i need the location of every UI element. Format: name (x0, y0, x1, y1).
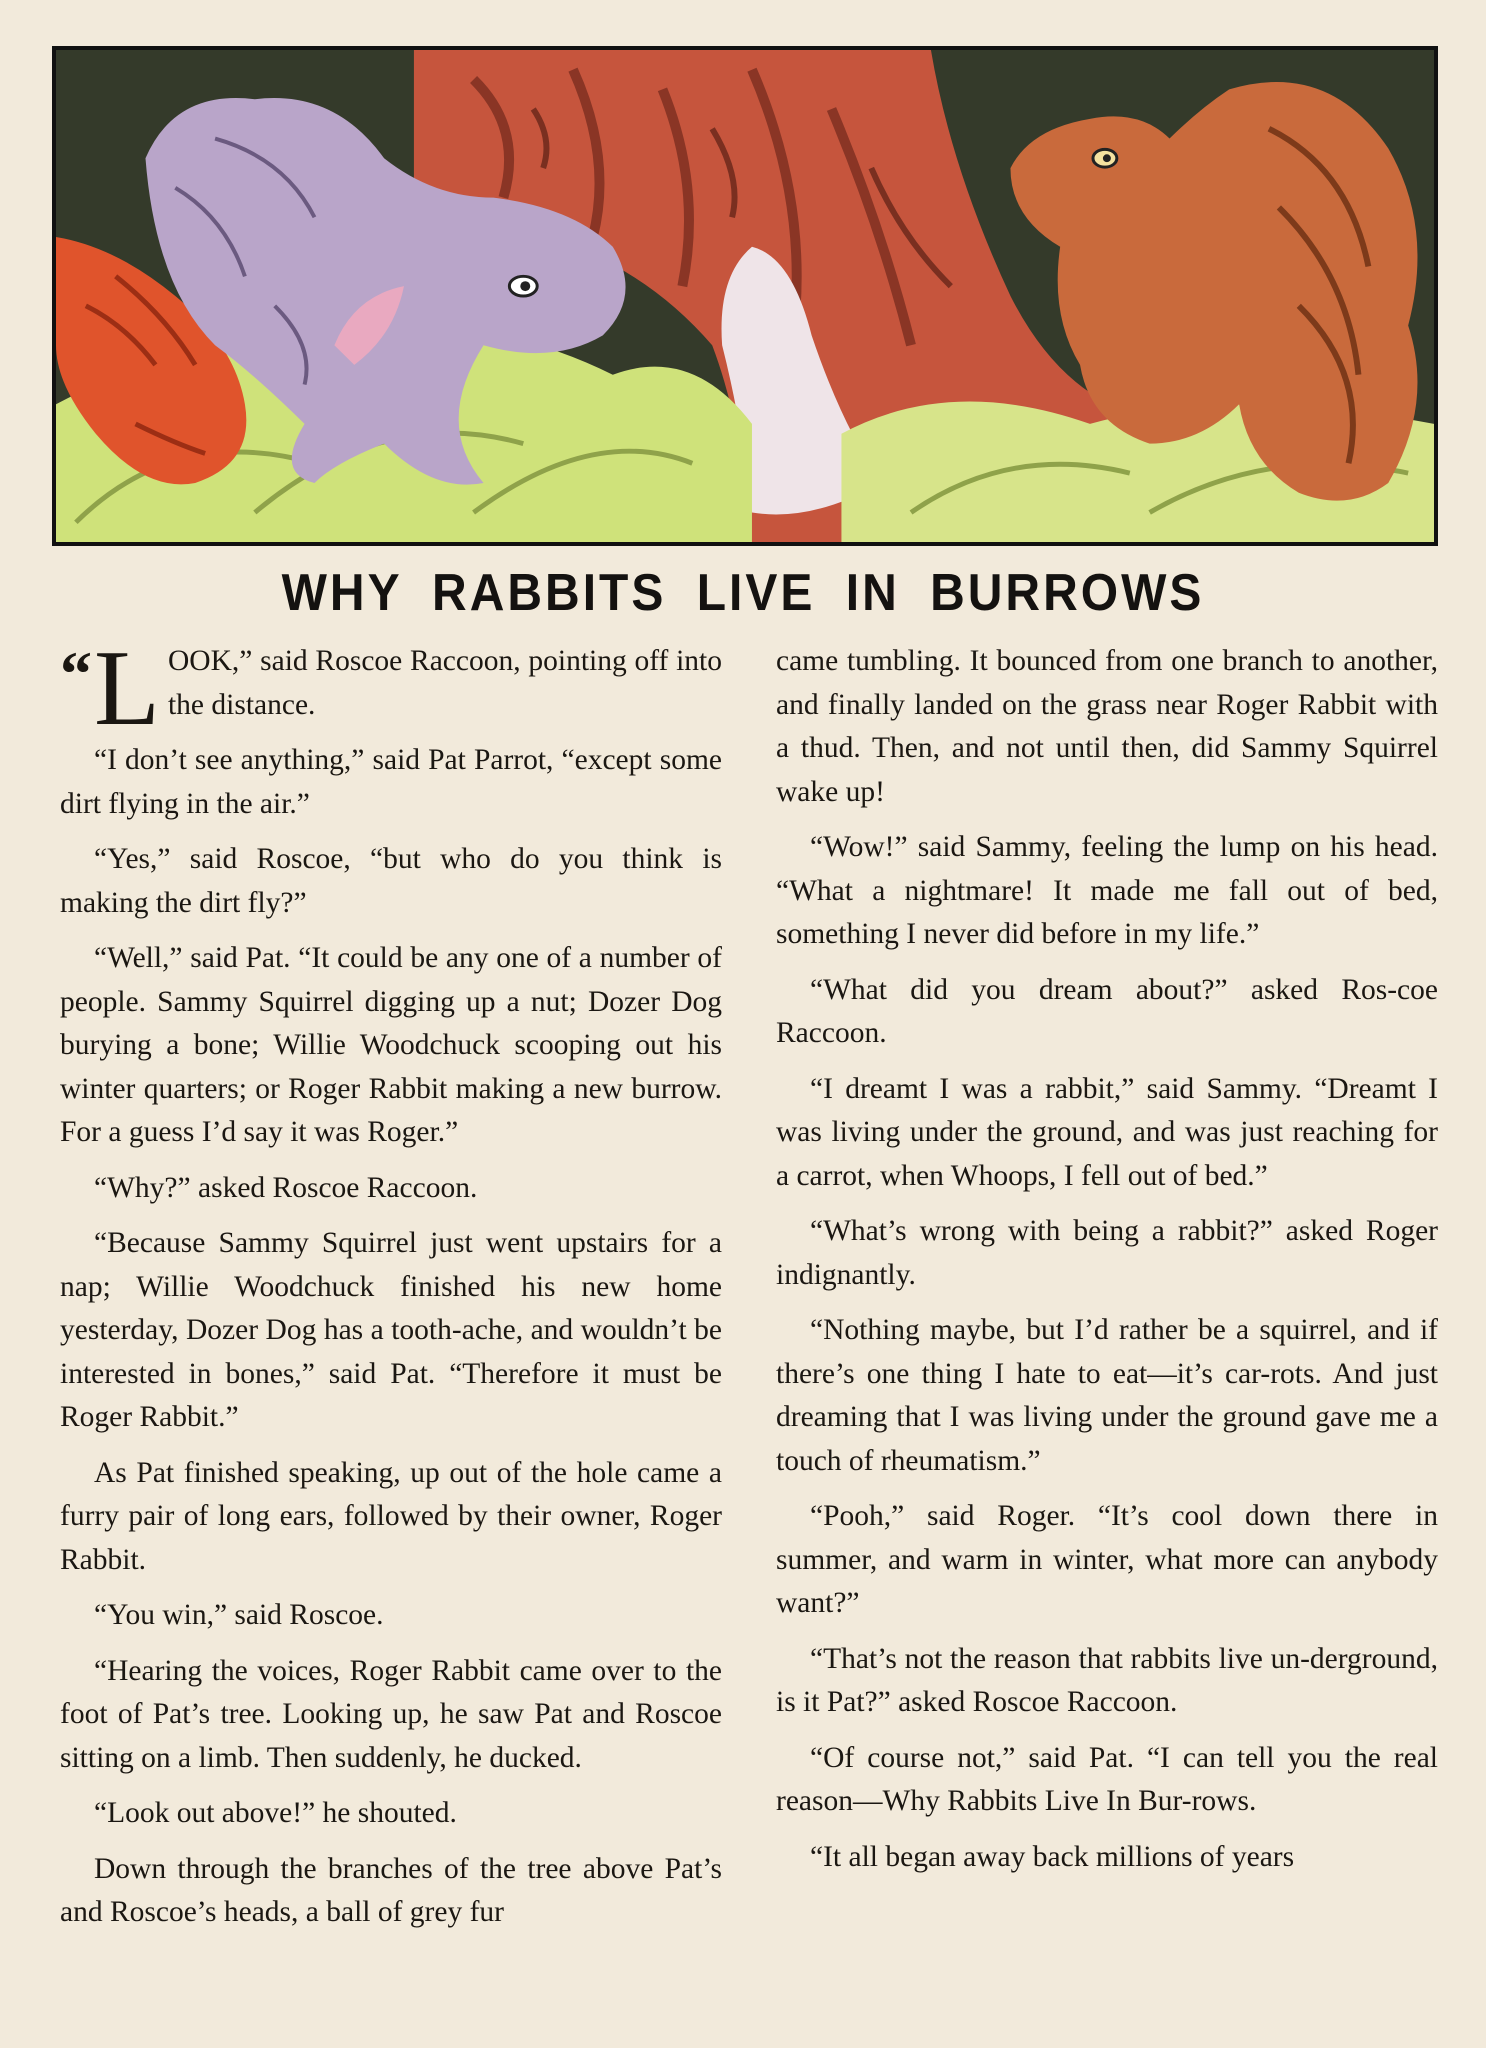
paragraph: “Hearing the voices, Roger Rabbit came over to the foot of Pat’s tree. Looking up, he saw Pat and Roscoe sitting on a limb. Then suddenly, he ducked. (60, 1654, 722, 1774)
paragraph: “Because Sammy Squirrel just went upstairs for a nap; Willie Woodchuck finished his new home yesterday, Dozer Dog has a tooth-ache, and wouldn’t be interested in bones,” said Pat. “Therefore it must be Roger Rabbit.” (60, 1227, 722, 1433)
paragraph: “Of course not,” said Pat. “I can tell you the real reason—Why Rabbits Live In Bur-rows. (776, 1741, 1438, 1817)
paragraph: “Wow!” said Sammy, feeling the lump on his head. “What a nightmare! It made me fall out of bed, something I never did before in my life.” (776, 831, 1438, 950)
paragraph: “Look out above!” he shouted. (94, 1797, 457, 1829)
paragraph: “Yes,” said Roscoe, “but who do you think is making the dirt fly?” (60, 843, 722, 919)
paragraph: “That’s not the reason that rabbits live un-derground, is it Pat?” asked Roscoe Raccoon. (776, 1642, 1438, 1718)
paragraph: “I don’t see anything,” said Pat Parrot, “except some dirt flying in the air.” (60, 744, 722, 820)
paragraph: “It all began away back millions of years (810, 1840, 1295, 1873)
illustration-panel (52, 46, 1438, 546)
paragraph: As Pat finished speaking, up out of the hole came a furry pair of long ears, followed by their owner, Roger Rabbit. (60, 1456, 722, 1576)
story-title: WHY RABBITS LIVE IN BURROWS (281, 564, 1205, 623)
paragraph-opening (60, 629, 722, 748)
paragraph: came tumbling. It bounced from one branch to another, and finally landed on the grass near Roger Rabbit with a thud. Then, and not until then, did Sammy Squirrel wake up! (776, 645, 1438, 808)
paragraph-text: OOK,” said Roscoe Raccoon, pointing off into the distance. (167, 645, 722, 721)
paragraph: “What’s wrong with being a rabbit?” asked Roger indignantly. (776, 1215, 1438, 1291)
paragraph: “Pooh,” said Roger. “It’s cool down there in summer, and warm in winter, what more can anybody want?” (776, 1500, 1438, 1619)
paragraph: “You win,” said Roscoe. (94, 1599, 384, 1631)
right-column (776, 640, 1438, 1891)
dropcap-letter: L (94, 629, 160, 748)
paragraph: “Why?” asked Roscoe Raccoon. (94, 1171, 478, 1204)
paragraph: Down through the branches of the tree above Pat’s and Roscoe’s heads, a ball of grey fur (60, 1852, 722, 1928)
dropcap-quote: “ (60, 638, 92, 709)
paragraph: “Nothing maybe, but I’d rather be a squirrel, and if there’s one thing I hate to eat—it’s car-rots. And just dreaming that I was living under the ground gave me a touch of rheumatism.” (776, 1314, 1438, 1477)
paragraph: “Well,” said Pat. “It could be any one of a number of people. Sammy Squirrel digging up a nut; Dozer Dog burying a bone; Willie Woodchuck scooping out his winter quarters; or Roger Rabbit making a new burrow. For a guess I’d say it was Roger.” (60, 942, 722, 1148)
illustration-rabbit-squirrel-tree (56, 50, 1434, 542)
paragraph: “I dreamt I was a rabbit,” said Sammy. “Dreamt I was living under the ground, and was just reaching for a carrot, when Whoops, I fell out of bed.” (776, 1072, 1438, 1192)
paragraph: “What did you dream about?” asked Ros-coe Raccoon. (776, 973, 1438, 1049)
left-column (60, 629, 722, 1947)
